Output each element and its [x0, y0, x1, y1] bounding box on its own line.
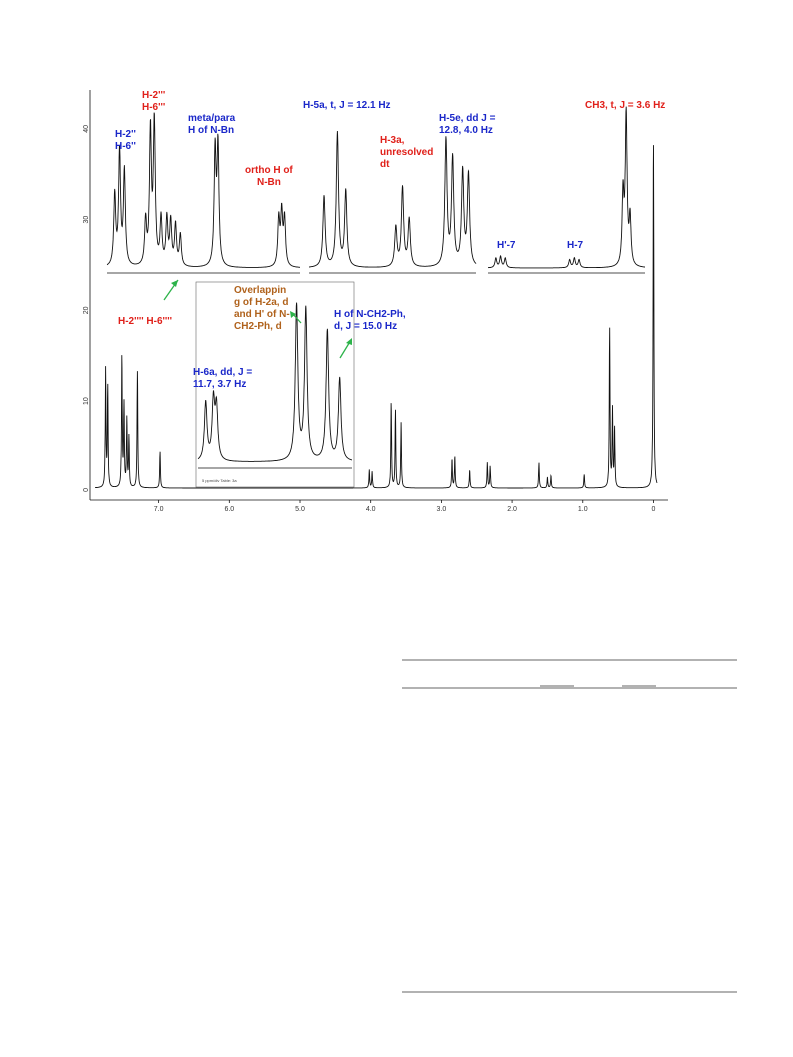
label-h-of-nbn: H of N-Bn — [188, 125, 235, 136]
x-tick-label: 6.0 — [224, 506, 235, 513]
x-tick-label: 5.0 — [295, 506, 305, 513]
label-overlap-4: CH2-Ph, d — [234, 321, 282, 332]
x-tick-label: 3.0 — [436, 506, 447, 513]
label-h5a: H-5a, t, J = 12.1 Hz — [303, 100, 391, 111]
label-h5e-j: 12.8, 4.0 Hz — [439, 125, 493, 136]
y-tick-label: 10 — [83, 397, 90, 406]
label-overlap-1: Overlappin — [234, 285, 287, 296]
inset-aromatic — [107, 113, 300, 273]
x-tick-label: 2.0 — [507, 506, 517, 513]
label-h5e: H-5e, dd J = — [439, 113, 496, 124]
label-meta-para: meta/para — [188, 113, 236, 124]
label-ortho-h: ortho H of — [245, 165, 293, 176]
label-unresolved: unresolved — [380, 147, 434, 158]
arrow-n-ch2-head — [346, 338, 352, 345]
x-tick-label: 1.0 — [577, 506, 588, 513]
annotations — [115, 90, 665, 390]
label-h7: H-7 — [567, 240, 584, 251]
y-tick-label: 30 — [83, 215, 90, 224]
y-tick-label: 40 — [83, 125, 90, 133]
label-h6a-j: 11.7, 3.7 Hz — [193, 379, 247, 390]
y-tick-label: 20 — [83, 306, 90, 315]
label-n-ch2-ph: H of N-CH2-Ph, — [334, 309, 406, 320]
label-hp7: H'-7 — [497, 240, 516, 251]
label-h3a: H-3a, — [380, 135, 405, 146]
label-h6pp: H-6'' — [115, 141, 136, 152]
label-overlap-3: and H' of N- — [234, 309, 290, 320]
label-nbn: N-Bn — [257, 177, 281, 188]
x-tick-label: 0 — [651, 506, 656, 513]
label-dt: dt — [380, 159, 390, 170]
inset-benzyl-caption: 5 ppm/div Table: 3a — [202, 478, 237, 483]
label-h2ppp: H-2''' — [142, 90, 166, 101]
label-h2pp: H-2'' — [115, 129, 136, 140]
label-h6ppp: H-6''' — [142, 102, 166, 113]
y-tick-label: 0 — [83, 488, 90, 492]
x-tick-label: 4.0 — [365, 506, 376, 513]
label-overlap-2: g of H-2a, d — [234, 297, 289, 308]
label-h2pppp-h6pppp: H-2'''' H-6'''' — [118, 316, 173, 327]
label-h6a: H-6a, dd, J = — [193, 367, 253, 378]
label-ch3: CH3, t, J = 3.6 Hz — [585, 100, 666, 111]
label-n-ch2-j: d, J = 15.0 Hz — [334, 321, 398, 332]
table-rules — [402, 660, 737, 992]
x-tick-label: 7.0 — [153, 506, 164, 513]
